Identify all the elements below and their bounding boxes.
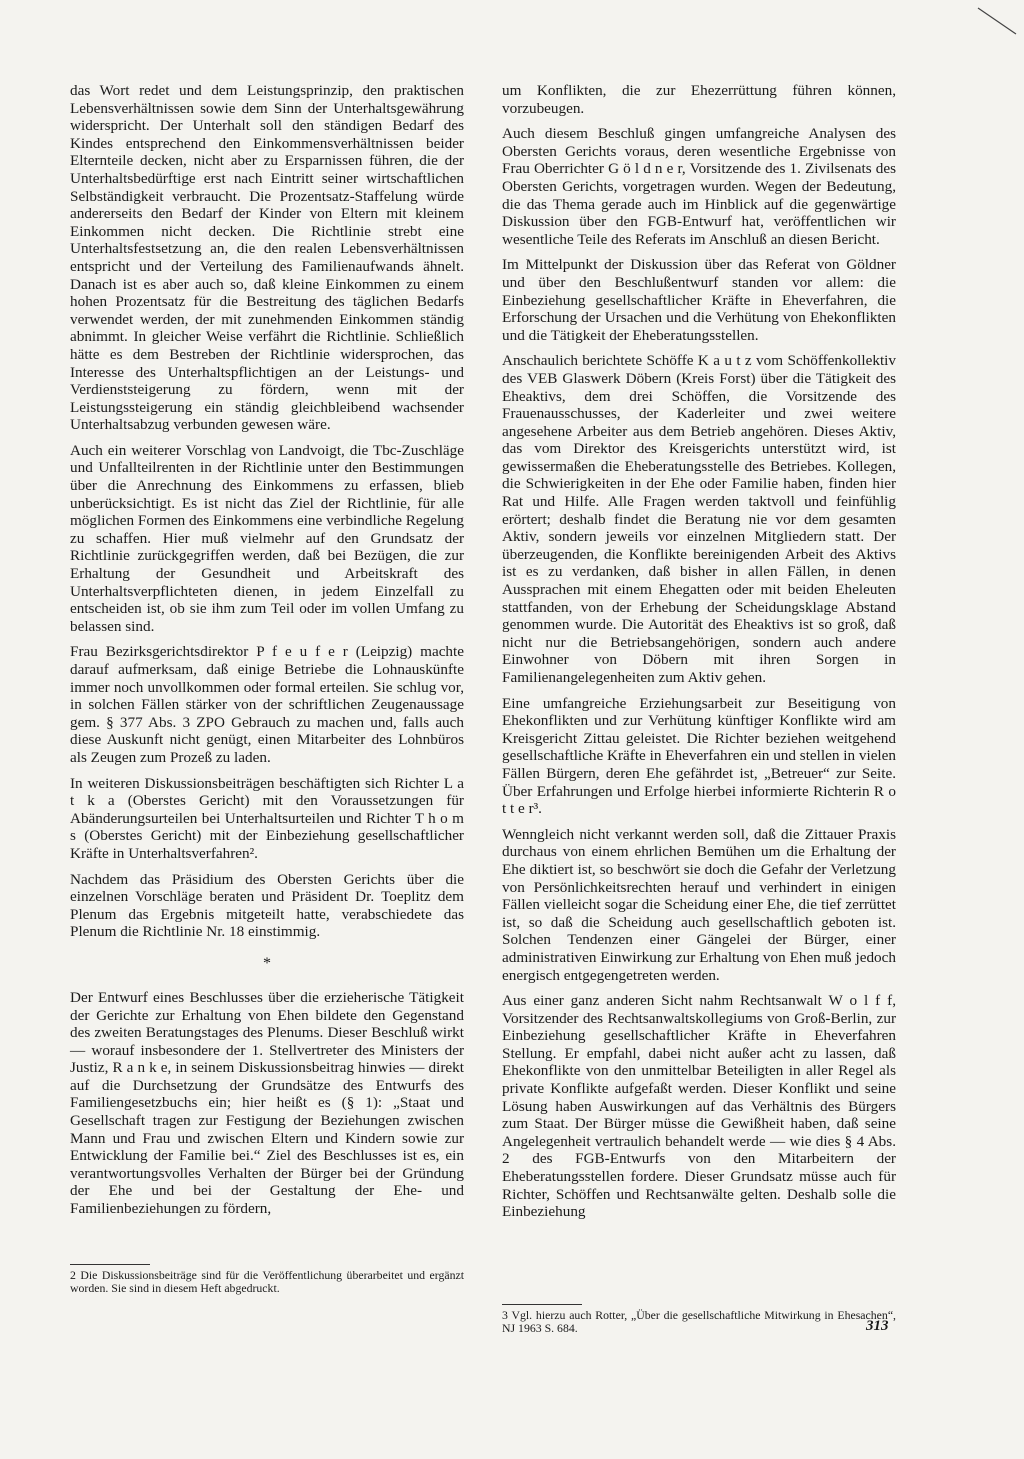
right-column	[502, 82, 896, 1229]
paragraph: Eine umfangreiche Erziehungsarbeit zur Beseitigung von Ehekonflikten und zur Verhütung künftiger Konflikte wird am Kreisgericht Zittau geleistet. Die Richter beziehen weitgehend gesellschaftliche Kräfte in Eheverfahren ein und stellen in vielen Fällen Bürgern, deren Ehe gefährdet ist, „Betreuer“ zur Seite. Über Erfahrungen und Erfolge hierbei informierte Richterin R o t t e r³.	[502, 694, 896, 818]
paragraph: Anschaulich berichtete Schöffe K a u t z vom Schöffenkollektiv des VEB Glaswerk Döbern (Kreis Forst) über die Tätigkeit des Eheaktivs, dem drei Schöffen, die Vorsitzende des Frauenausschusses, der Kaderleiter und zwei weitere angesehene Arbeiter aus dem Betrieb angehören. Dieses Aktiv, das vom Direktor des Kreisgerichts unterstützt wird, ist gewissermaßen die Eheberatungsstelle des Betriebes. Kollegen, die Schwierigkeiten in der Ehe oder Familie haben, finden hier Rat und Hilfe. Alle Fragen werden taktvoll und feinfühlig erörtert; deshalb findet die Beratung nie vor dem gesamten Aktiv, sondern jeweils vor einzelnen Mitgliedern statt. Der überzeugenden, die Konflikte bereinigenden Arbeit des Aktivs ist es zu verdanken, daß bisher in allen Fällen, in denen Aussprachen mit einem Ehegatten oder mit beiden Eheleuten stattfanden, von der Erhebung der Scheidungsklage Abstand genommen wurde. Die Autorität des Eheaktivs ist so groß, daß nicht nur die Betriebsangehörigen, sondern auch andere Einwohner von Döbern mit ihren Sorgen in Familienangelegenheiten zum Aktiv gehen.	[502, 352, 896, 686]
footnote-right	[502, 1298, 896, 1336]
paragraph: das Wort redet und dem Leistungsprinzip, den praktischen Lebensverhältnissen sowie dem Sinn der Unterhaltsgewährung widerspricht. Der Unterhalt soll den ständigen Bedarf des Kindes entsprechend den Einkommensverhältnissen beider Elternteile decken, nicht aber zu Ersparnissen führen, die der Unterhaltsbedürftige erst nach Eintritt seiner wirtschaftlichen Selbständigkeit verbraucht. Die Prozentsatz-Staffelung würde andererseits den Bedarf der Kinder von Eltern mit kleinem Einkommen nicht decken. Die Richtlinie strebt eine Unterhaltsfestsetzung an, die den realen Lebensverhältnissen entspricht und der Verteilung des Familienaufwands ähnelt. Danach ist es aber auch so, daß kleine Einkommen zu einem hohen Prozentsatz für die Bestreitung des täglichen Bedarfs verwendet werden, der mit zunehmenden Einkommen ständig abnimmt. In gleicher Weise verfährt die Richtlinie. Schließlich hätte es dem Bestreben der Richtlinie widersprochen, das Interesse des Unterhaltspflichtigen an der Leistungs- und Verdienststeigerung zu fördern, wenn mit der Leistungssteigerung ein ständig gleichbleibend wachsender Unterhaltsabzug verbunden gewesen wäre.	[70, 82, 464, 434]
paragraph: In weiteren Diskussionsbeiträgen beschäftigten sich Richter L a t k a (Oberstes Gericht) mit den Voraussetzungen für Abänderungsurteilen bei Unterhaltsurteilen und Richter T h o m s (Oberstes Gericht) mit der Einbeziehung gesellschaftlicher Kräfte in Unterhaltsverfahren².	[70, 774, 464, 862]
paragraph: Frau Bezirksgerichtsdirektor P f e u f e r (Leipzig) machte darauf aufmerksam, daß einige Betriebe die Lohnauskünfte immer noch unvollkommen oder formal erteilen. Sie schlug vor, in solchen Fällen stärker von der schriftlichen Zeugenaussage gem. § 377 Abs. 3 ZPO Gebrauch zu machen und, falls auch diese Auskunft nicht genügt, einen Mitarbeiter des Lohnbüros als Zeugen zum Prozeß zu laden.	[70, 643, 464, 766]
paragraph: Auch diesem Beschluß gingen umfangreiche Analysen des Obersten Gerichts voraus, deren wesentliche Ergebnisse von Frau Oberrichter G ö l d n e r, Vorsitzende des 1. Zivilsenats des Obersten Gerichts, vorgetragen wurden. Wegen der Bedeutung, die das Thema gerade auch im Hinblick auf die gegenwärtige Diskussion über den FGB-Entwurf hat, veröffentlichen wir wesentliche Teile des Referats im Anschluß an diesen Bericht.	[502, 125, 896, 248]
paragraph: Auch ein weiterer Vorschlag von Landvoigt, die Tbc-Zuschläge und Unfallteilrenten in der Richtlinie unter den Bestimmungen über die Anrechnung des Einkommens zu erfassen, blieb unberücksichtigt. Es ist nicht das Ziel der Richtlinie, für alle möglichen Formen des Einkommens eine verbindliche Regelung zu schaffen. Hier muß vielmehr auf den Grundsatz der Richtlinie zurückgegriffen werden, daß bei Bezügen, die zur Erhaltung der Gesundheit und Arbeitskraft des Unterhaltsverpflichteten dienen, in jedem Einzelfall zu entscheiden ist, ob sie ihm zum Teil oder im vollen Umfang zu belassen sind.	[70, 441, 464, 635]
paragraph: Wenngleich nicht verkannt werden soll, daß die Zittauer Praxis durchaus von einem ehrlichen Bemühen um die Erhaltung der Ehe diktiert ist, so beschwört sie doch die Gefahr der Verletzung von Persönlichkeitsrechten herauf und verhindert in einigen Fällen vielleicht sogar die Scheidung einer Ehe, die tief zerrüttet ist, so daß die Scheidung auch gesellschaftlich geboten ist. Solchen Tendenzen einer Gängelei der Bürger, einer administrativen Einwirkung zur Erhaltung von Ehen muß jedoch energisch entgegengetreten werden.	[502, 825, 896, 984]
paragraph: um Konflikten, die zur Ehezerrüttung führen können, vorzubeugen.	[502, 82, 896, 117]
corner-line-mark	[974, 6, 1018, 36]
footnote-rule	[502, 1304, 582, 1305]
footnote-text: 3 Vgl. hierzu auch Rotter, „Über die gesellschaftliche Mitwirkung in Ehesachen“, NJ 1963 S. 684.	[502, 1308, 896, 1336]
footnote-text: 2 Die Diskussionsbeiträge sind für die Veröffentlichung überarbeitet und ergänzt worden. Sie sind in diesem Heft abgedruckt.	[70, 1268, 464, 1296]
section-separator: *	[263, 954, 271, 972]
paragraph: Im Mittelpunkt der Diskussion über das Referat von Göldner und über den Beschlußentwurf standen vor allem: die Einbeziehung gesellschaftlicher Kräfte in Eheverfahren, die Erforschung der Ursachen und die Verhütung von Ehekonflikten und die Tätigkeit der Eheberatungsstellen.	[502, 256, 896, 344]
footnote-left	[70, 1258, 464, 1296]
paragraph: Aus einer ganz anderen Sicht nahm Rechtsanwalt W o l f f, Vorsitzender des Rechtsanwaltskollegiums von Groß-Berlin, zur Einbeziehung gesellschaftlicher Kräfte in Eheverfahren Stellung. Er empfahl, dabei nicht außer acht zu lassen, daß Ehekonflikte von den unmittelbar Beteiligten in aller Regel als private Konflikte aufgefaßt werden. Dieser Konflikt und seine Lösung haben Auswirkungen auf das Verhältnis des Bürgers zum Staat. Der Bürger müsse die Gewißheit haben, daß seine Angelegenheit vertraulich behandelt werde — wie dies § 4 Abs. 2 des FGB-Entwurfs von den Mitarbeitern der Eheberatungsstellen fordere. Dieser Grundsatz müsse auch für Richter, Schöffen und Rechtsanwälte gelten. Deshalb solle die Einbeziehung	[502, 992, 896, 1221]
paragraph: Nachdem das Präsidium des Obersten Gerichts über die einzelnen Vorschläge beraten und Präsident Dr. Toeplitz dem Plenum das Ergebnis mitgeteilt hatte, verabschiedete das Plenum die Richtlinie Nr. 18 einstimmig.	[70, 870, 464, 941]
paragraph: Der Entwurf eines Beschlusses über die erzieherische Tätigkeit der Gerichte zur Erhaltung von Ehen bildete den Gegenstand des zweiten Beratungstages des Plenums. Dieser Beschluß wirkt — worauf insbesondere der 1. Stellvertreter des Ministers der Justiz, R a n k e, in seinem Diskussionsbeitrag hinwies — direkt auf die Durchsetzung der Grundsätze des Entwurfs des Familiengesetzbuchs ein; hier heißt es (§ 1): „Staat und Gesellschaft tragen zur Festigung der Beziehungen zwischen Mann und Frau und zwischen Eltern und Kindern sowie zur Entwicklung der Familie bei.“ Ziel des Beschlusses ist es, ein verantwortungsvolles Verhalten der Bürger bei der Gründung der Ehe und bei der Gestaltung der Ehe- und Familienbeziehungen zu fördern,	[70, 988, 464, 1218]
footnote-rule	[70, 1264, 150, 1265]
page-number: 313	[866, 1318, 889, 1334]
left-column	[70, 82, 464, 1226]
